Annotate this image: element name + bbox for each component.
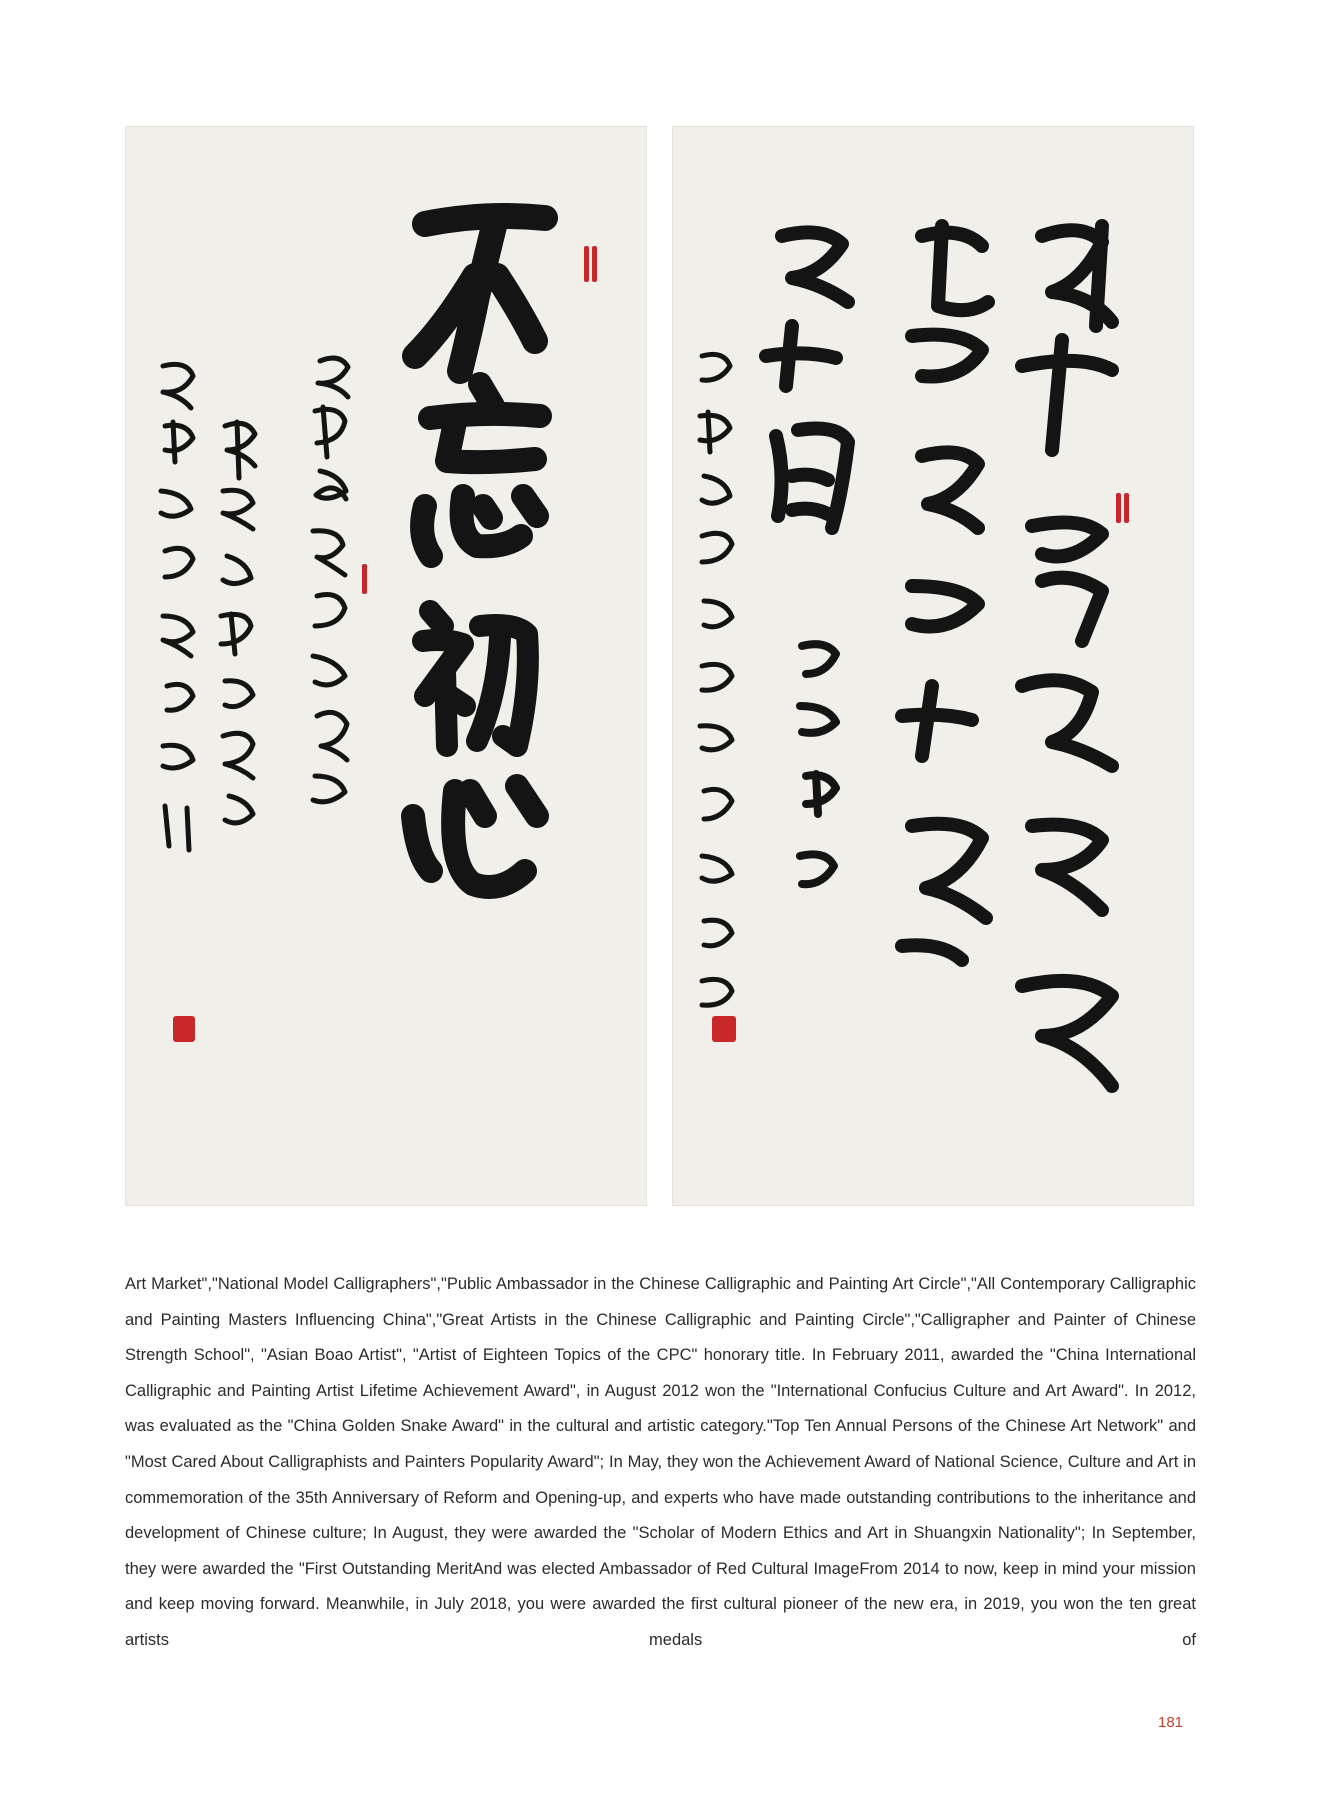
brush-signature-column xyxy=(800,644,836,884)
page-number: 181 xyxy=(1158,1714,1184,1731)
inscription-column-2 xyxy=(221,422,255,823)
brush-character-bu xyxy=(415,216,545,371)
calligraphy-right-brushwork xyxy=(672,126,1194,1206)
calligraphy-artwork-right xyxy=(672,126,1194,1206)
brush-character-xin xyxy=(413,786,537,887)
body-text-paragraph: Art Market","National Model Calligraphers","Public Ambassador in the Chinese Calligraphic and Painting Art Circle","All Contemporary Calligraphic and Painting Masters Influencing China","Great Artists in the Chinese Calligraphic and Painting Circle","Calligrapher and Painter of Chinese Strength School", "Asian Boao Artist", "Artist of Eighteen Topics of the CPC" honorary title. In February 2011, awarded the "China International Calligraphic and Painting Artist Lifetime Achievement Award", in August 2012 won the "International Confucius Culture and Art Award". In 2012, was evaluated as the "China Golden Snake Award" in the cultural and artistic category."Top Ten Annual Persons of the Chinese Art Network" and "Most Cared About Calligraphists and Painters Popularity Award"; In May, they won the Achievement Award of National Science, Culture and Art in commemoration of the 35th Anniversary of Reform and Opening-up, and experts who have made outstanding contributions to the inheritance and development of Chinese culture; In August, they were awarded the "Scholar of Modern Ethics and Art in Shuangxin Nationality"; In September, they were awarded the "First Outstanding MeritAnd was elected Ambassador of Red Cultural ImageFrom 2014 to now, keep in mind your mission and keep moving forward. Meanwhile, in July 2018, you were awarded the first cultural pioneer of the new era, in 2019, you won the ten great artists medals of xyxy=(125,1275,1196,1649)
brush-column-2 xyxy=(902,226,988,960)
brush-column-3 xyxy=(766,232,848,528)
brush-character-chu xyxy=(423,611,528,746)
calligraphy-left-brushwork xyxy=(125,126,647,1206)
calligraphy-artwork-left xyxy=(125,126,647,1206)
brush-character-wang xyxy=(422,384,540,556)
inscription-column-3 xyxy=(161,364,193,850)
inscription-column-1 xyxy=(313,358,348,802)
brush-column-1 xyxy=(1022,226,1112,1086)
inscription-column-right xyxy=(700,354,732,1005)
